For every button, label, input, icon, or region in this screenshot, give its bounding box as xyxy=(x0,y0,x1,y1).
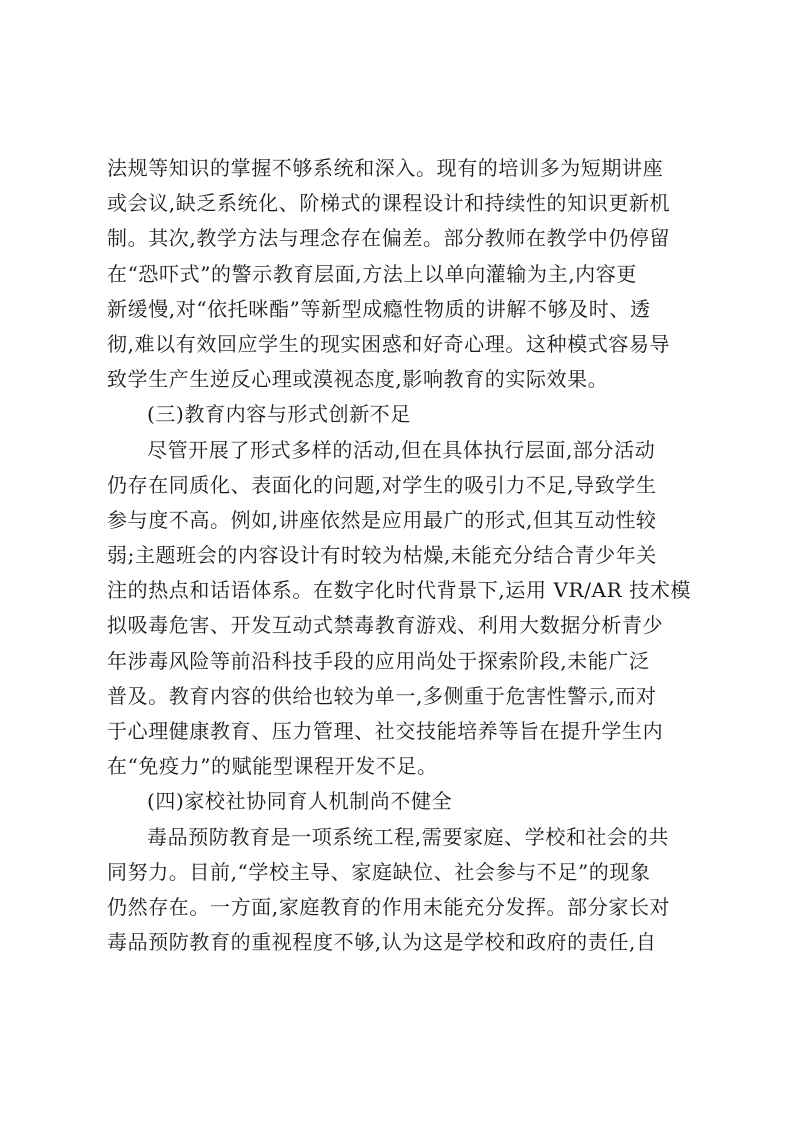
text-line: 致学生产生逆反心理或漠视态度,影响教育的实际效果。 xyxy=(107,367,609,392)
text-line: 毒品预防教育的重视程度不够,认为这是学校和政府的责任,自 xyxy=(107,930,657,955)
text-line: 注的热点和话语体系。在数字化时代背景下,运用 VR/AR 技术模 xyxy=(107,578,692,603)
text-line: 或会议,缺乏系统化、阶梯式的课程设计和持续性的知识更新机 xyxy=(107,191,671,216)
text-line: 仍然存在。一方面,家庭教育的作用未能充分发挥。部分家长对 xyxy=(107,894,671,919)
document-body xyxy=(107,151,692,960)
text-line: 拟吸毒危害、开发互动式禁毒教育游戏、利用大数据分析青少 xyxy=(107,613,664,638)
text-line: 参与度不高。例如,讲座依然是应用最广的形式,但其互动性较 xyxy=(107,507,657,532)
text-line: 毒品预防教育是一项系统工程,需要家庭、学校和社会的共 xyxy=(147,824,669,849)
text-line: 彻,难以有效回应学生的现实困惑和好奇心理。这种模式容易导 xyxy=(107,331,671,356)
text-line: 普及。教育内容的供给也较为单一,多侧重于危害性警示,而对 xyxy=(107,683,657,708)
text-line: 年涉毒风险等前沿科技手段的应用尚处于探索阶段,未能广泛 xyxy=(107,648,650,673)
text-line: 仍存在同质化、表面化的问题,对学生的吸引力不足,导致学生 xyxy=(107,472,657,497)
text-line: 新缓慢,对“依托咪酯”等新型成瘾性物质的讲解不够及时、透 xyxy=(107,296,651,321)
text-line: 弱;主题班会的内容设计有时较为枯燥,未能充分结合青少年关 xyxy=(107,543,657,568)
text-line: 在“恐吓式”的警示教育层面,方法上以单向灌输为主,内容更 xyxy=(107,261,637,286)
text-line: 于心理健康教育、压力管理、社交技能培养等旨在提升学生内 xyxy=(107,719,664,743)
text-line: 同努力。目前,“学校主导、家庭缺位、社会参与不足”的现象 xyxy=(107,859,651,884)
text-line: 在“免疫力”的赋能型课程开发不足。 xyxy=(107,754,438,779)
text-line: 法规等知识的掌握不够系统和深入。现有的培训多为短期讲座 xyxy=(107,156,664,180)
section-heading: (四)家校社协同育人机制尚不健全 xyxy=(147,789,453,814)
text-line: 制。其次,教学方法与理念存在偏差。部分教师在教学中仍停留 xyxy=(107,226,671,251)
section-heading: (三)教育内容与形式创新不足 xyxy=(147,402,412,427)
text-line: 尽管开展了形式多样的活动,但在具体执行层面,部分活动 xyxy=(147,437,656,462)
